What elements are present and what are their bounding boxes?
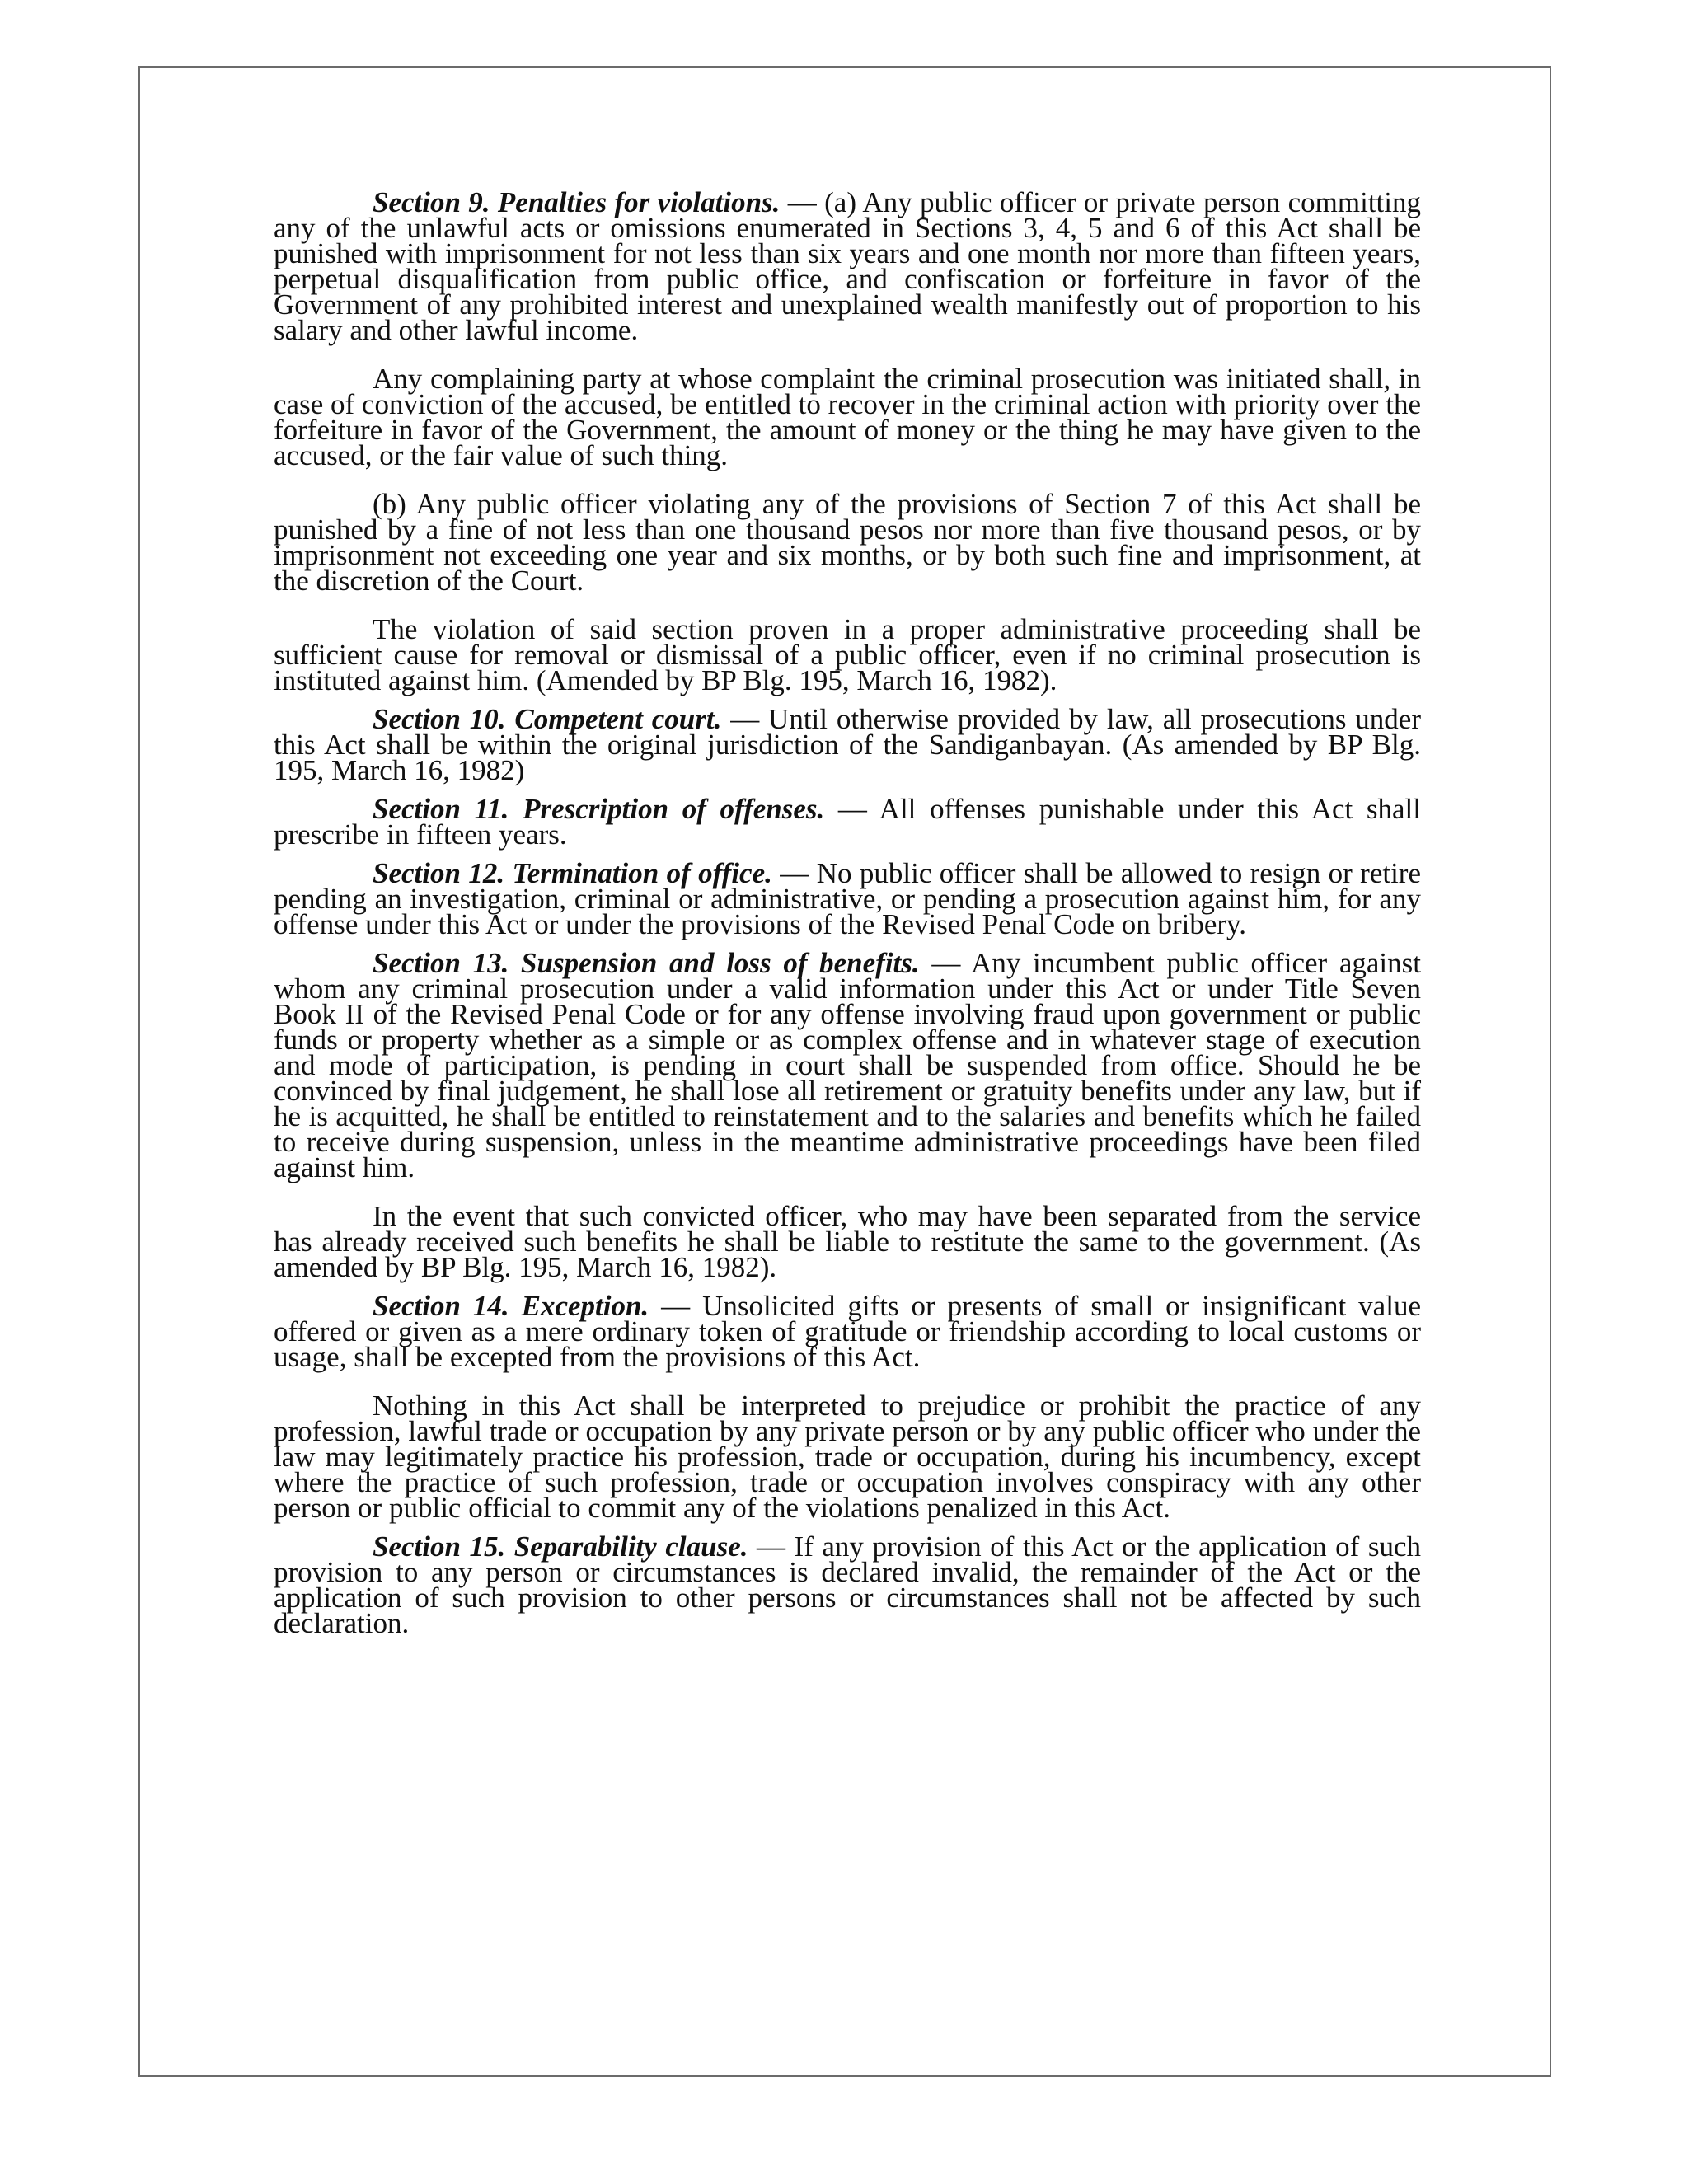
paragraph-text: (b) Any public officer violating any of the provisions of Section 7 of this Act shall be punished by a fine of not less than one thousand pesos nor more than five thousand pesos, or by imprisonment not exceeding one year and six months, or by both such fine and imprisonment, at the discretion of the Court. (274, 488, 1421, 597)
paragraph-text: — No public officer shall be allowed to resign or retire pending an investigation, criminal or administrative, or pending a prosecution against him, for any offense under this Act or under the provisions of the Revised Penal Code on bribery. (274, 857, 1421, 940)
paragraph-section-14 (274, 1290, 1421, 1373)
paragraph-text: — (a) Any public officer or private person committing any of the unlawful acts or omissions enumerated in Sections 3, 4, 5 and 6 of this Act shall be punished with imprisonment for not less than six years and one month nor more than fifteen years, perpetual disqualification from public office, and confiscation or forfeiture in favor of the Government of any prohibited interest and unexplained wealth manifestly out of proportion to his salary and other lawful income. (274, 186, 1421, 346)
paragraph-section-12 (274, 857, 1421, 940)
paragraph-text: — Unsolicited gifts or presents of small or insignificant value offered or given as a mere ordinary token of gratitude or friendship according to local customs or usage, shall be excepted from the provisions of this Act. (274, 1290, 1421, 1373)
section-heading: Section 10. Competent court. (373, 703, 722, 735)
paragraph-text: — All offenses punishable under this Act shall prescribe in fifteen years. (274, 793, 1422, 851)
paragraph-section-9 (274, 186, 1421, 346)
paragraph-section-9-b (274, 488, 1421, 597)
paragraph-section-13 (274, 947, 1421, 1183)
paragraph-section-10 (274, 703, 1421, 786)
paragraph-nothing-in-act (274, 1390, 1421, 1524)
paragraph-text: — If any provision of this Act or the application of such provision to any person or circumstances is declared invalid, the remainder of the Act or the application of such provision to other persons or circumstances shall not be affected by such declaration. (274, 1530, 1421, 1639)
paragraph-text: — Any incumbent public officer against whom any criminal prosecution under a valid information under this Act or under Title Seven Book II of the Revised Penal Code or for any offense involving fraud upon government or public funds or property whether as a simple or as complex offense and in whatever stage of execution and mode of participation, is pending in court shall be suspended from office. Should he be convinced by final judgement, he shall lose all retirement or gratuity benefits under any law, but if he is acquitted, he shall be entitled to reinstatement and to the salaries and benefits which he failed to receive during suspension, unless in the meantime administrative proceedings have been filed against him. (274, 947, 1421, 1183)
paragraph-violation-proven (274, 613, 1421, 696)
section-heading: Section 15. Separability clause. (373, 1530, 748, 1563)
paragraph-section-11 (274, 793, 1422, 851)
paragraph-text: The violation of said section proven in a proper administrative proceeding shall be sufficient cause for removal or dismissal of a public officer, even if no criminal prosecution is instituted against him. (Amended by BP Blg. 195, March 16, 1982). (274, 613, 1421, 696)
document-body (274, 186, 1422, 1639)
paragraph-text: In the event that such convicted officer, who may have been separated from the service has already received such benefits he shall be liable to restitute the same to the government. (As amended by BP Blg. 195, March 16, 1982). (274, 1200, 1421, 1283)
paragraph-text: — Until otherwise provided by law, all prosecutions under this Act shall be within the original jurisdiction of the Sandiganbayan. (As amended by BP Blg. 195, March 16, 1982) (274, 703, 1421, 786)
section-heading: Section 12. Termination of office. (373, 857, 772, 889)
paragraph-convicted-officer (274, 1200, 1421, 1283)
section-heading: Section 11. Prescription of offenses. (373, 793, 825, 825)
paragraph-complaining-party (274, 363, 1421, 471)
section-heading: Section 9. Penalties for violations. (373, 186, 781, 218)
paragraph-section-15 (274, 1530, 1421, 1639)
paragraph-text: Any complaining party at whose complaint the criminal prosecution was initiated shall, in case of conviction of the accused, be entitled to recover in the criminal action with priority over the forfeiture in favor of the Government, the amount of money or the thing he may have given to the accused, or the fair value of such thing. (274, 363, 1421, 471)
section-heading: Section 13. Suspension and loss of benefits. (373, 947, 920, 979)
paragraph-text: Nothing in this Act shall be interpreted to prejudice or prohibit the practice of any profession, lawful trade or occupation by any private person or by any public officer who under the law may legitimately practice his profession, trade or occupation, during his incumbency, except where the practice of such profession, trade or occupation involves conspiracy with any other person or public official to commit any of the violations penalized in this Act. (274, 1390, 1421, 1524)
section-heading: Section 14. Exception. (373, 1290, 649, 1322)
